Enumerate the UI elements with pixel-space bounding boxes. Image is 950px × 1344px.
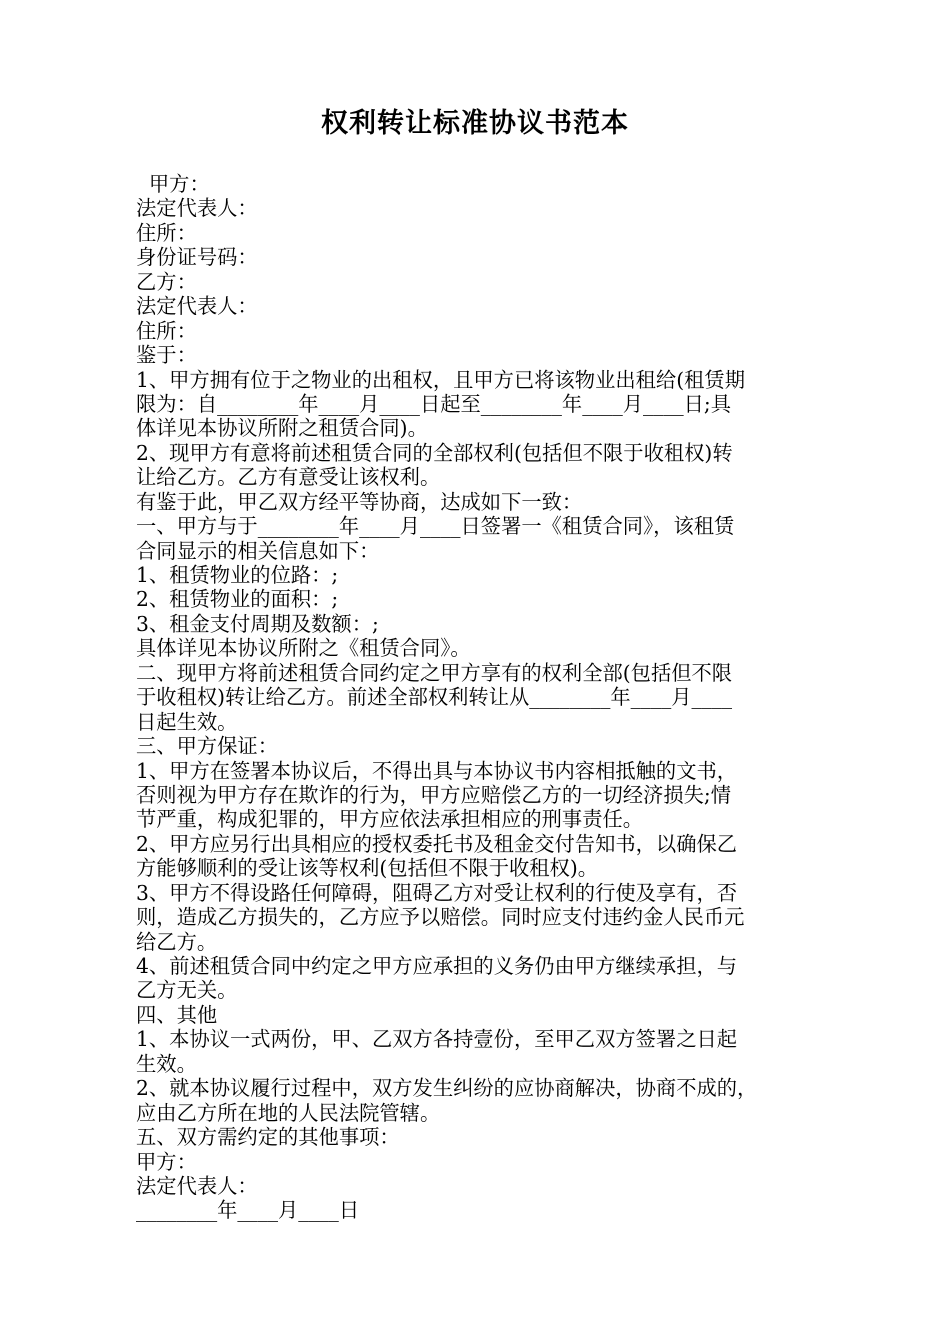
document-line: ________年____月____日 bbox=[136, 1198, 360, 1223]
document-line: 给乙方。 bbox=[136, 929, 218, 954]
document-body bbox=[136, 172, 826, 1223]
document-line: 甲方： bbox=[136, 1149, 197, 1174]
document-line: 1、甲方拥有位于之物业的出租权，且甲方已将该物业出租给(租赁期 bbox=[136, 367, 745, 392]
document-line: 具体详见本协议所附之《租赁合同》。 bbox=[136, 636, 471, 661]
document-line: 否则视为甲方存在欺诈的行为，甲方应赔偿乙方的一切经济损失;情 bbox=[136, 782, 731, 807]
document-line: 合同显示的相关信息如下： bbox=[136, 538, 380, 563]
document-line: 三、甲方保证： bbox=[136, 734, 278, 759]
document-line: 2、现甲方有意将前述租赁合同的全部权利(包括但不限于收租权)转 bbox=[136, 440, 733, 465]
document-line: 3、租金支付周期及数额：; bbox=[136, 611, 379, 636]
document-line: 乙方： bbox=[136, 269, 197, 294]
document-line: 生效。 bbox=[136, 1051, 197, 1076]
document-line: 四、其他 bbox=[136, 1002, 218, 1027]
document-line: 有鉴于此，甲乙双方经平等协商，达成如下一致： bbox=[136, 489, 583, 514]
document-line: 4、前述租赁合同中约定之甲方应承担的义务仍由甲方继续承担，与 bbox=[136, 954, 738, 978]
document-line: 体详见本协议所附之租赁合同)。 bbox=[136, 416, 428, 441]
document-line: 限为：自________年____月____日起至________年____月____日;具 bbox=[136, 391, 731, 416]
document-title: 权利转让标准协议书范本 bbox=[321, 108, 629, 139]
document-line: 日起生效。 bbox=[136, 709, 238, 734]
document-line: 应由乙方所在地的人民法院管辖。 bbox=[136, 1100, 441, 1125]
document-line: 1、本协议一式两份，甲、乙双方各持壹份，至甲乙双方签署之日起 bbox=[136, 1027, 738, 1052]
document-line: 3、甲方不得设路任何障碍，阻碍乙方对受让权利的行使及享有，否 bbox=[136, 880, 738, 905]
document-line: 五、双方需约定的其他事项： bbox=[136, 1125, 400, 1150]
document-line: 乙方无关。 bbox=[136, 978, 238, 1003]
document-line: 让给乙方。乙方有意受让该权利。 bbox=[136, 465, 441, 490]
document-line: 鉴于： bbox=[136, 343, 197, 368]
document-line: 1、甲方在签署本协议后，不得出具与本协议书内容相抵触的文书， bbox=[136, 758, 738, 783]
document-line: 1、租赁物业的位路：; bbox=[136, 563, 339, 587]
document-line: 法定代表人： bbox=[136, 1173, 258, 1198]
document-line: 2、甲方应另行出具相应的授权委托书及租金交付告知书，以确保乙 bbox=[136, 831, 738, 856]
document-line: 2、就本协议履行过程中，双方发生纠纷的应协商解决，协商不成的， bbox=[136, 1076, 758, 1101]
document-line: 一、甲方与于________年____月____日签署一《租赁合同》，该租赁 bbox=[136, 514, 735, 539]
document-line: 方能够顺利的受让该等权利(包括但不限于收租权)。 bbox=[136, 856, 599, 881]
document-line: 住所： bbox=[136, 220, 197, 245]
document-line: 住所： bbox=[136, 318, 197, 343]
document-line: 二、现甲方将前述租赁合同约定之甲方享有的权利全部(包括但不限 bbox=[136, 660, 733, 685]
document-line: 法定代表人： bbox=[136, 196, 258, 221]
document-line: 则，造成乙方损失的，乙方应予以赔偿。同时应支付违约金人民币元 bbox=[136, 905, 745, 930]
document-line: 于收租权)转让给乙方。前述全部权利转让从________年____月____ bbox=[136, 685, 733, 710]
document-line: 2、租赁物业的面积：; bbox=[136, 587, 339, 612]
document-line: 节严重，构成犯罪的，甲方应依法承担相应的刑事责任。 bbox=[136, 807, 644, 832]
document-line: 甲方： bbox=[136, 172, 210, 196]
document-line: 法定代表人： bbox=[136, 294, 258, 319]
document-line: 身份证号码： bbox=[136, 245, 258, 270]
